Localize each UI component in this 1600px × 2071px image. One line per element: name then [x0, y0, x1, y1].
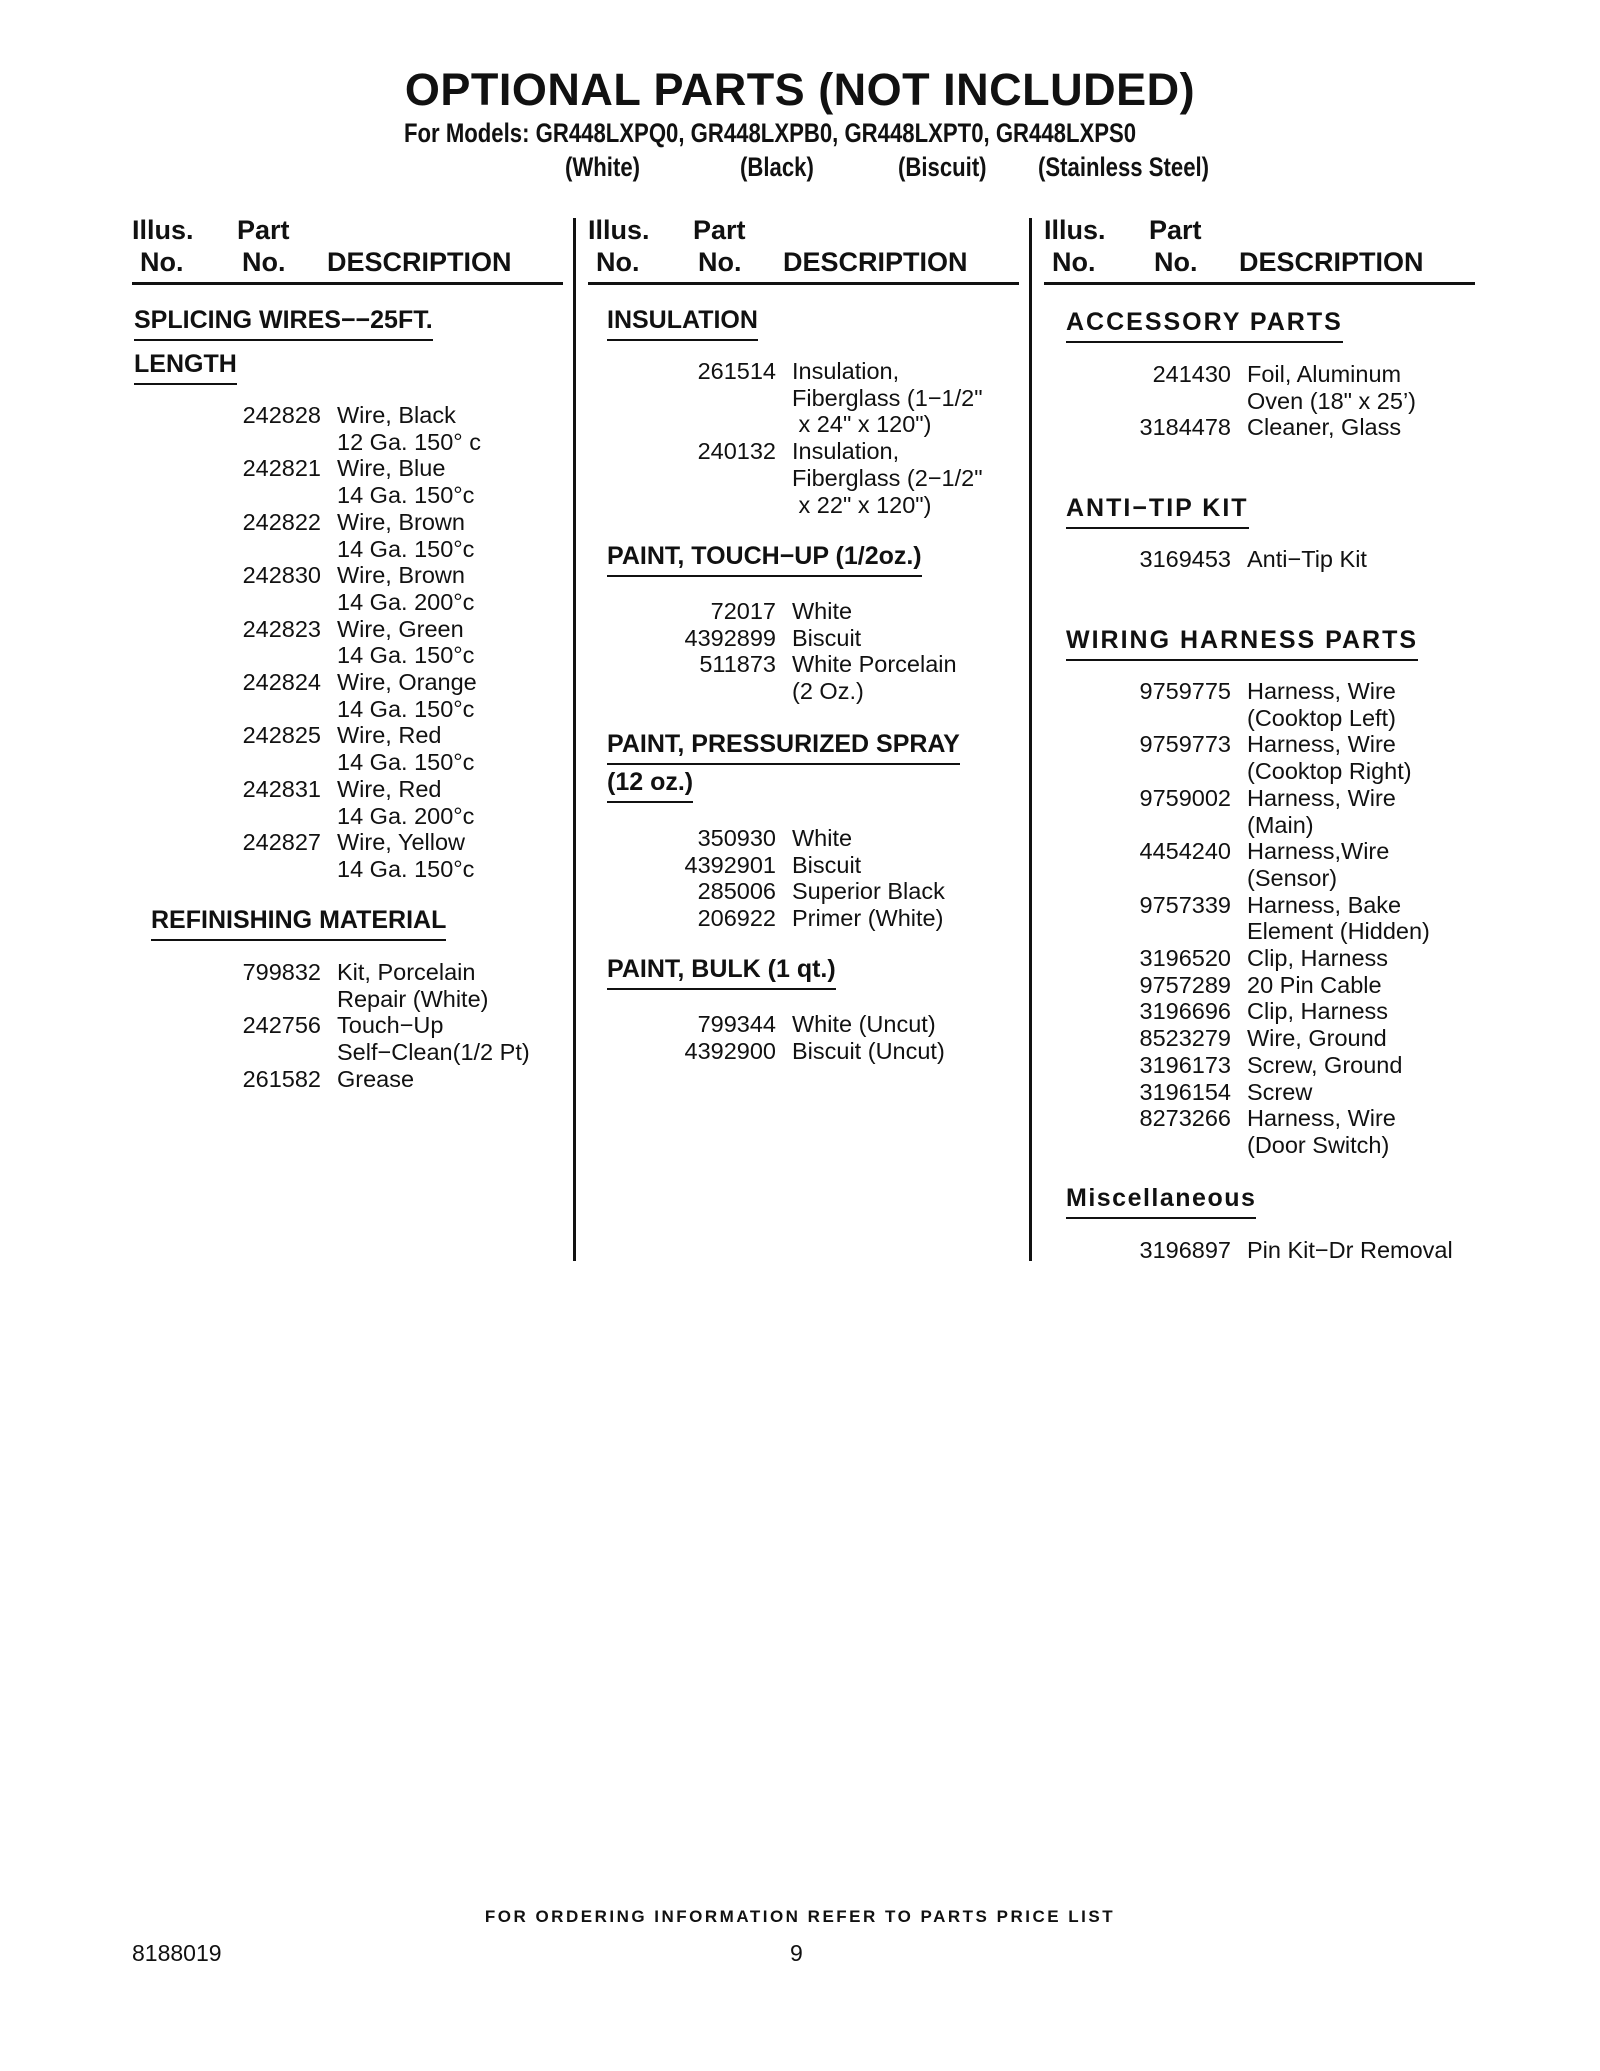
part-number: 242822	[242, 508, 321, 535]
part-number: 242830	[242, 562, 321, 589]
part-number	[210, 986, 321, 1013]
part-row	[1120, 892, 1430, 919]
parts-list-paint-spray	[665, 825, 945, 932]
part-number: 242824	[242, 669, 321, 696]
document-number: 8188019	[132, 1940, 222, 1966]
part-description: Clip, Harness	[1247, 998, 1389, 1025]
part-number: 9759775	[1139, 678, 1231, 704]
part-row-continuation	[1120, 918, 1430, 945]
section-title-splicing-wires-length: LENGTH	[134, 350, 237, 385]
part-number: 3196520	[1139, 945, 1231, 972]
part-description: Oven (18" x 25’)	[1247, 387, 1416, 414]
models-line: For Models: GR448LXPQ0, GR448LXPB0, GR448LXPT0, GR448LXPS0	[404, 118, 1137, 148]
header-rule-2	[588, 282, 1019, 285]
parts-list-splicing-wires	[210, 402, 481, 883]
part-number: 242821	[242, 455, 321, 482]
part-description: (Cooktop Left)	[1247, 704, 1396, 731]
header-part: Part	[693, 215, 746, 245]
column-header-3	[1044, 215, 1474, 285]
part-number	[1120, 1132, 1231, 1159]
header-description: DESCRIPTION	[1239, 247, 1424, 277]
part-description: Biscuit	[792, 851, 862, 878]
section-title-refinishing: REFINISHING MATERIAL	[151, 906, 446, 941]
part-description: (2 Oz.)	[792, 678, 864, 705]
part-number: 242825	[242, 722, 321, 749]
part-number	[665, 385, 776, 412]
part-number: 3196173	[1139, 1051, 1231, 1078]
part-row	[1120, 546, 1367, 573]
part-description: Wire, Brown	[337, 508, 465, 535]
parts-list-paint-bulk	[665, 1011, 945, 1064]
part-row-continuation	[210, 642, 481, 669]
part-row	[665, 878, 945, 905]
part-description: Wire, Orange	[337, 669, 477, 696]
part-row-continuation	[210, 536, 481, 563]
part-description: Harness, Wire	[1247, 731, 1396, 758]
part-row-continuation	[210, 856, 481, 883]
part-description: Primer (White)	[792, 905, 944, 932]
part-row	[210, 722, 481, 749]
section-title-paint-spray-size: (12 oz.)	[607, 768, 693, 803]
part-description: Insulation,	[792, 358, 900, 384]
part-description: Superior Black	[792, 878, 945, 905]
part-row	[1120, 1237, 1453, 1264]
section-title-paint-bulk: PAINT, BULK (1 qt.)	[607, 955, 836, 990]
part-description: 14 Ga. 150°c	[337, 482, 475, 509]
part-row	[210, 616, 481, 643]
part-number: 8523279	[1139, 1025, 1231, 1052]
part-row	[210, 1012, 530, 1039]
part-number: 242828	[242, 402, 321, 428]
part-number: 240132	[697, 438, 776, 465]
part-description: Wire, Blue	[337, 455, 446, 482]
part-number	[1120, 865, 1231, 892]
part-number: 9759002	[1139, 784, 1231, 811]
part-number: 261582	[242, 1065, 321, 1092]
header-part-no: No.	[242, 247, 286, 277]
part-number	[210, 642, 321, 669]
part-row	[665, 1038, 945, 1065]
part-row	[1120, 1105, 1430, 1132]
color-stainless: (Stainless Steel)	[1038, 152, 1210, 182]
part-number: 3196897	[1139, 1237, 1231, 1263]
part-row	[210, 776, 481, 803]
page-title: OPTIONAL PARTS (NOT INCLUDED)	[404, 64, 1196, 115]
part-description: Wire, Red	[337, 722, 442, 749]
part-number: 261514	[697, 358, 776, 384]
part-number	[210, 1039, 321, 1066]
part-number: 206922	[697, 905, 776, 932]
part-description: (Cooktop Right)	[1247, 758, 1412, 785]
part-number	[210, 856, 321, 883]
part-row-continuation	[1120, 758, 1430, 785]
part-description: Foil, Aluminum	[1247, 361, 1402, 387]
header-part-no: No.	[1154, 247, 1198, 277]
part-number	[665, 465, 776, 492]
header-illus-no: No.	[596, 247, 640, 277]
color-black: (Black)	[740, 152, 814, 182]
part-row-continuation	[210, 1039, 530, 1066]
part-number: 799832	[242, 959, 321, 985]
part-description: Wire, Black	[337, 402, 456, 428]
part-row	[1120, 678, 1430, 705]
part-number	[1120, 705, 1231, 732]
column-header-1	[132, 215, 562, 285]
part-description: 14 Ga. 150°c	[337, 695, 475, 722]
section-title-paint-spray: PAINT, PRESSURIZED SPRAY	[607, 730, 960, 765]
part-description: x 24" x 120")	[792, 411, 932, 438]
parts-list-refinishing	[210, 959, 530, 1093]
part-row	[665, 905, 945, 932]
part-row-continuation	[210, 803, 481, 830]
header-part: Part	[237, 215, 290, 245]
part-number	[1120, 388, 1231, 415]
parts-list-paint-touchup	[665, 598, 957, 705]
part-description: Biscuit (Uncut)	[792, 1037, 945, 1064]
part-row-continuation	[210, 429, 481, 456]
part-number: 3196154	[1139, 1078, 1231, 1105]
part-row-continuation	[210, 986, 530, 1013]
part-description: Cleaner, Glass	[1247, 414, 1402, 441]
part-row	[665, 358, 983, 385]
part-number: 242831	[242, 775, 321, 802]
part-description: Fiberglass (2−1/2"	[792, 464, 983, 491]
part-description: Harness, Wire	[1247, 678, 1396, 704]
section-title-insulation: INSULATION	[607, 306, 758, 341]
part-description: Kit, Porcelain	[337, 959, 476, 985]
part-number: 4392900	[684, 1037, 776, 1064]
parts-list-antitip	[1120, 546, 1367, 573]
part-row	[665, 852, 945, 879]
part-number: 242756	[242, 1012, 321, 1039]
header-rule-1	[132, 282, 563, 285]
part-number	[665, 492, 776, 519]
part-description: Pin Kit−Dr Removal	[1247, 1237, 1453, 1263]
part-description: White	[792, 825, 853, 851]
part-number	[210, 536, 321, 563]
part-row	[665, 438, 983, 465]
section-title-splicing-wires: SPLICING WIRES−−25FT.	[134, 306, 433, 341]
part-row	[210, 1066, 530, 1093]
part-row	[1120, 414, 1416, 441]
header-illus: Illus.	[1044, 215, 1106, 245]
part-description: Wire, Green	[337, 615, 464, 642]
part-description: 14 Ga. 150°c	[337, 855, 475, 882]
part-description: White Porcelain	[792, 651, 957, 678]
part-number: 285006	[697, 878, 776, 905]
part-row	[210, 509, 481, 536]
section-title-paint-touchup: PAINT, TOUCH−UP (1/2oz.)	[607, 542, 922, 577]
parts-list-misc	[1120, 1237, 1453, 1264]
part-number: 242827	[242, 829, 321, 856]
part-number	[210, 749, 321, 776]
part-row-continuation	[1120, 705, 1430, 732]
part-row	[665, 598, 957, 625]
part-number: 3169453	[1139, 546, 1231, 572]
part-number: 9757339	[1139, 891, 1231, 918]
part-row	[665, 651, 957, 678]
part-row	[665, 1011, 945, 1038]
part-row	[1120, 972, 1430, 999]
part-number: 3196696	[1139, 998, 1231, 1025]
part-row-continuation	[210, 749, 481, 776]
part-row-continuation	[665, 465, 983, 492]
part-description: Screw	[1247, 1078, 1313, 1105]
header-part-no: No.	[698, 247, 742, 277]
part-number: 9759773	[1139, 731, 1231, 758]
parts-list-insulation	[665, 358, 983, 518]
part-description: (Sensor)	[1247, 864, 1338, 891]
part-number	[210, 803, 321, 830]
color-white: (White)	[565, 152, 641, 182]
part-row-continuation	[210, 589, 481, 616]
part-row-continuation	[665, 492, 983, 519]
part-row-continuation	[1120, 812, 1430, 839]
header-illus-no: No.	[140, 247, 184, 277]
page-number: 9	[790, 1940, 803, 1966]
section-title-misc: Miscellaneous	[1066, 1184, 1256, 1219]
part-description: Harness, Bake	[1247, 891, 1402, 918]
header-description: DESCRIPTION	[783, 247, 968, 277]
part-row-continuation	[665, 678, 957, 705]
part-description: 14 Ga. 200°c	[337, 802, 475, 829]
part-number	[1120, 812, 1231, 839]
column-divider-1	[573, 218, 576, 1261]
column-divider-2	[1029, 218, 1032, 1261]
part-row	[665, 825, 945, 852]
part-number	[210, 589, 321, 616]
part-row	[1120, 1052, 1430, 1079]
part-description: Grease	[337, 1065, 415, 1092]
part-description: 14 Ga. 150°c	[337, 535, 475, 562]
part-description: Repair (White)	[337, 985, 489, 1012]
part-row	[1120, 998, 1430, 1025]
part-description: Insulation,	[792, 438, 900, 465]
part-description: 14 Ga. 150°c	[337, 642, 475, 669]
part-row	[210, 669, 481, 696]
part-description: (Door Switch)	[1247, 1131, 1390, 1158]
part-description: Harness, Wire	[1247, 784, 1396, 811]
part-description: Harness,Wire	[1247, 838, 1390, 865]
part-description: Harness, Wire	[1247, 1105, 1396, 1132]
part-description: 20 Pin Cable	[1247, 971, 1382, 998]
part-number	[210, 482, 321, 509]
header-part: Part	[1149, 215, 1202, 245]
part-row	[210, 402, 481, 429]
part-description: Screw, Ground	[1247, 1051, 1403, 1078]
part-row	[1120, 1079, 1430, 1106]
part-row	[1120, 731, 1430, 758]
part-number: 4392901	[684, 851, 776, 878]
part-number	[665, 678, 776, 705]
part-description: (Main)	[1247, 811, 1314, 838]
part-number: 511873	[699, 651, 776, 678]
part-number: 241430	[1152, 361, 1231, 387]
part-number	[665, 411, 776, 438]
part-description: Fiberglass (1−1/2"	[792, 384, 983, 411]
part-row-continuation	[1120, 865, 1430, 892]
part-row-continuation	[665, 385, 983, 412]
part-number: 4454240	[1139, 838, 1231, 865]
section-title-antitip: ANTI−TIP KIT	[1066, 494, 1249, 529]
part-number: 4392899	[684, 624, 776, 651]
part-row	[1120, 1025, 1430, 1052]
part-description: Wire, Red	[337, 775, 442, 802]
ordering-footer: FOR ORDERING INFORMATION REFER TO PARTS PRICE LIST	[484, 1907, 1116, 1926]
part-row	[665, 625, 957, 652]
part-row-continuation	[1120, 1132, 1430, 1159]
part-description: Self−Clean(1/2 Pt)	[337, 1039, 530, 1066]
part-row	[1120, 361, 1416, 388]
part-row-continuation	[1120, 388, 1416, 415]
part-description: Element (Hidden)	[1247, 918, 1430, 945]
part-number: 350930	[697, 825, 776, 851]
color-biscuit: (Biscuit)	[898, 152, 987, 182]
part-number	[1120, 758, 1231, 785]
part-number	[1120, 918, 1231, 945]
part-description: Clip, Harness	[1247, 945, 1389, 972]
part-description: White (Uncut)	[792, 1011, 936, 1037]
part-description: Wire, Ground	[1247, 1025, 1387, 1052]
part-number: 72017	[710, 598, 776, 624]
part-row	[210, 455, 481, 482]
header-rule-3	[1044, 282, 1475, 285]
part-row	[1120, 945, 1430, 972]
part-row	[210, 562, 481, 589]
part-row-continuation	[210, 696, 481, 723]
part-description: Wire, Yellow	[337, 829, 465, 856]
part-number: 9757289	[1139, 971, 1231, 998]
part-description: Anti−Tip Kit	[1247, 546, 1367, 572]
part-description: White	[792, 598, 853, 624]
part-number	[210, 429, 321, 456]
part-number: 799344	[697, 1011, 776, 1037]
parts-list-accessory	[1120, 361, 1416, 441]
section-title-accessory: ACCESSORY PARTS	[1066, 308, 1343, 343]
column-header-2	[588, 215, 1018, 285]
header-illus: Illus.	[132, 215, 194, 245]
part-description: 14 Ga. 200°c	[337, 588, 475, 615]
part-description: Wire, Brown	[337, 562, 465, 589]
part-row	[1120, 785, 1430, 812]
header-illus-no: No.	[1052, 247, 1096, 277]
header-illus: Illus.	[588, 215, 650, 245]
part-number: 8273266	[1139, 1105, 1231, 1132]
part-description: 12 Ga. 150° c	[337, 428, 481, 455]
section-title-wiring: WIRING HARNESS PARTS	[1066, 626, 1418, 661]
part-row	[1120, 838, 1430, 865]
part-row-continuation	[210, 482, 481, 509]
part-description: Biscuit	[792, 624, 862, 651]
part-row-continuation	[665, 411, 983, 438]
part-number: 3184478	[1139, 414, 1231, 441]
part-description: Touch−Up	[337, 1012, 444, 1039]
header-description: DESCRIPTION	[327, 247, 512, 277]
part-description: x 22" x 120")	[792, 491, 932, 518]
part-row	[210, 829, 481, 856]
part-number: 242823	[242, 615, 321, 642]
part-number	[210, 696, 321, 723]
parts-list-wiring	[1120, 678, 1430, 1159]
part-row	[210, 959, 530, 986]
part-description: 14 Ga. 150°c	[337, 749, 475, 776]
